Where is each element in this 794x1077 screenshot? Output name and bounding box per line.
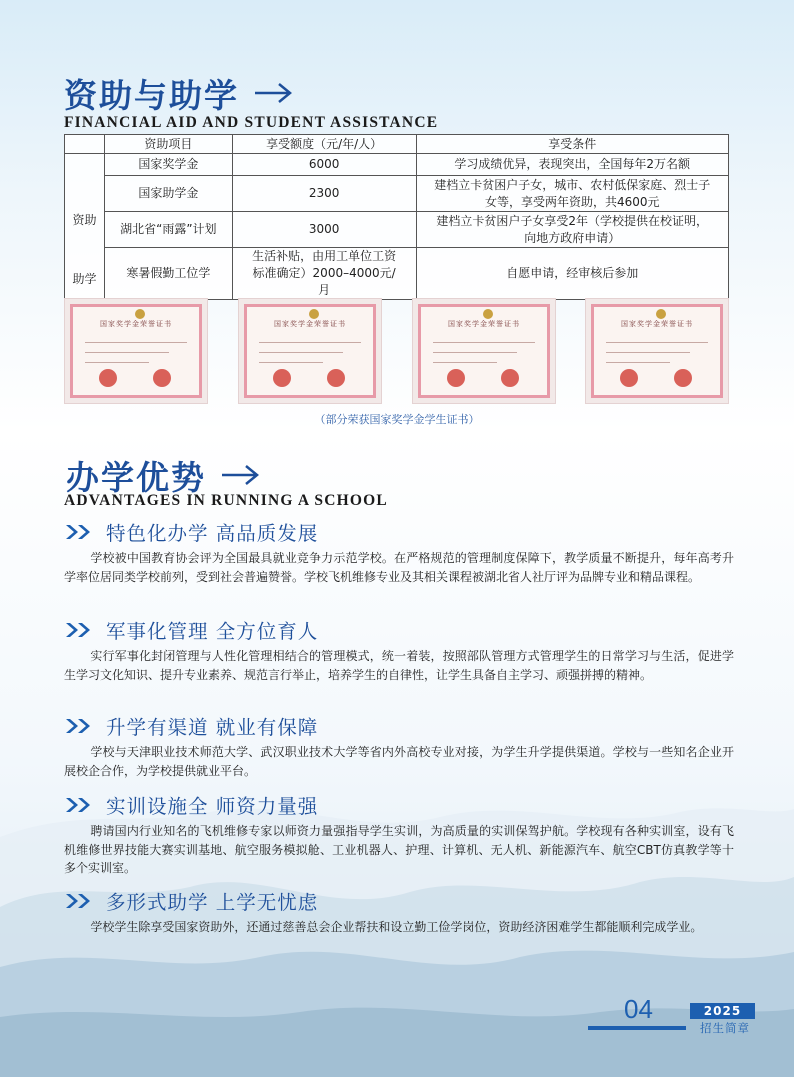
aid-amount: 6000 <box>232 154 416 176</box>
aid-amount: 2300 <box>232 176 416 212</box>
advantage-body: 学校与天津职业技术师范大学、武汉职业技术大学等省内外高校专业对接，为学生升学提供渠道。学校与一些知名企业开展校企合作，为学校提供就业平台。 <box>64 745 734 778</box>
double-chevron-icon <box>64 893 94 909</box>
group-label-cell <box>65 154 105 300</box>
national-emblem-icon <box>135 309 145 319</box>
footer-year-badge: 2025 <box>690 1003 755 1019</box>
arrow-right-icon <box>253 74 293 113</box>
national-emblem-icon <box>656 309 666 319</box>
double-chevron-icon <box>64 797 94 813</box>
group-label-bottom: 助学 <box>72 272 97 286</box>
double-chevron-icon <box>64 622 94 638</box>
advantage-body: 聘请国内行业知名的飞机维修专家以师资力量强指导学生实训，为高质量的实训保驾护航。学校现有各种实训室，设有飞机维修世界技能大赛实训基地、航空服务模拟舱、工业机器人、护理、计算机、无人机、新能源汽车、航空CBT仿真教学等十多个实训室。 <box>64 824 734 875</box>
advantage-body: 学校学生除享受国家资助外，还通过慈善总会企业帮扶和设立勤工俭学岗位，资助经济困难学生都能顺利完成学业。 <box>90 920 703 934</box>
certificate-title: 国家奖学金荣誉证书 <box>621 320 693 328</box>
certificate-image <box>238 298 382 404</box>
financial-aid-title-text: 资助与助学 <box>64 76 239 115</box>
certificate-title: 国家奖学金荣誉证书 <box>274 320 346 328</box>
advantage-item <box>64 792 734 878</box>
page-number: 04 <box>624 994 653 1024</box>
aid-condition: 建档立卡贫困户子女，城市、农村低保家庭、烈士子女等，享受两年资助，共4600元 <box>416 176 729 212</box>
table-row <box>65 176 729 212</box>
financial-aid-subtitle: FINANCIAL AID AND STUDENT ASSISTANCE <box>64 114 439 131</box>
advantage-body: 实行军事化封闭管理与人性化管理相结合的管理模式，统一着装，按照部队管理方式管理学生的日常学习与生活，促进学生学习文化知识、提升专业素养、规范言行举止，培养学生的自律性，让学生具备自主学习、顽强拼搏的精神。 <box>64 649 734 682</box>
table-header-blank <box>65 135 105 154</box>
national-emblem-icon <box>309 309 319 319</box>
arrow-right-icon <box>220 456 260 495</box>
advantage-heading: 多形式助学 上学无忧虑 <box>106 891 319 914</box>
national-emblem-icon <box>483 309 493 319</box>
aid-item: 国家奖学金 <box>104 154 232 176</box>
advantage-heading: 军事化管理 全方位育人 <box>106 620 319 643</box>
footer-label: 招生简章 <box>700 1021 750 1035</box>
red-seal-icon <box>674 369 692 387</box>
red-seal-icon <box>153 369 171 387</box>
advantage-heading: 特色化办学 高品质发展 <box>106 522 319 545</box>
red-seal-icon <box>99 369 117 387</box>
certificate-image <box>585 298 729 404</box>
aid-item: 寒暑假勤工位学 <box>104 248 232 300</box>
double-chevron-icon <box>64 718 94 734</box>
certificate-title: 国家奖学金荣誉证书 <box>448 320 520 328</box>
certificate-title: 国家奖学金荣誉证书 <box>100 320 172 328</box>
advantages-title-text: 办学优势 <box>66 458 206 497</box>
red-seal-icon <box>501 369 519 387</box>
group-label-top: 资助 <box>72 213 97 227</box>
table-header-item: 资助项目 <box>104 135 232 154</box>
certificate-gallery <box>64 298 729 406</box>
table-header-row <box>65 135 729 154</box>
red-seal-icon <box>273 369 291 387</box>
footer-divider <box>588 1026 686 1030</box>
advantage-item <box>64 713 734 780</box>
aid-condition: 建档立卡贫困户子女享受2年（学校提供在校证明，向地方政府申请） <box>416 212 729 248</box>
table-row <box>65 212 729 248</box>
certificate-image <box>64 298 208 404</box>
advantage-heading: 升学有渠道 就业有保障 <box>106 716 319 739</box>
table-row <box>65 248 729 300</box>
aid-condition: 学习成绩优异，表现突出，全国每年2万名额 <box>416 154 729 176</box>
financial-aid-table <box>64 134 729 300</box>
table-header-condition: 享受条件 <box>416 135 729 154</box>
advantages-subtitle: ADVANTAGES IN RUNNING A SCHOOL <box>64 492 388 509</box>
advantage-item <box>64 617 734 684</box>
aid-condition: 自愿申请，经审核后参加 <box>416 248 729 300</box>
red-seal-icon <box>620 369 638 387</box>
table-header-amount: 享受额度（元/年/人） <box>232 135 416 154</box>
certificate-image <box>412 298 556 404</box>
certificate-caption: （部分荣获国家奖学金学生证书） <box>314 413 480 426</box>
table-row <box>65 154 729 176</box>
advantage-body: 学校被中国教育协会评为全国最具就业竞争力示范学校。在严格规范的管理制度保障下，教学质量不断提升，每年高考升学率位居同类学校前列，受到社会普遍赞誉。学校飞机维修专业及其相关课程被湖北省人社厅评为品牌专业和精品课程。 <box>64 551 734 584</box>
double-chevron-icon <box>64 524 94 540</box>
advantage-item <box>64 519 734 586</box>
financial-aid-title <box>64 70 293 117</box>
aid-amount: 3000 <box>232 212 416 248</box>
red-seal-icon <box>447 369 465 387</box>
aid-item: 国家助学金 <box>104 176 232 212</box>
red-seal-icon <box>327 369 345 387</box>
aid-item: 湖北省“雨露”计划 <box>104 212 232 248</box>
aid-amount: 生活补贴，由用工单位工资标准确定）2000–4000元/月 <box>232 248 416 300</box>
advantage-heading: 实训设施全 师资力量强 <box>106 795 319 818</box>
advantage-item <box>64 888 734 937</box>
